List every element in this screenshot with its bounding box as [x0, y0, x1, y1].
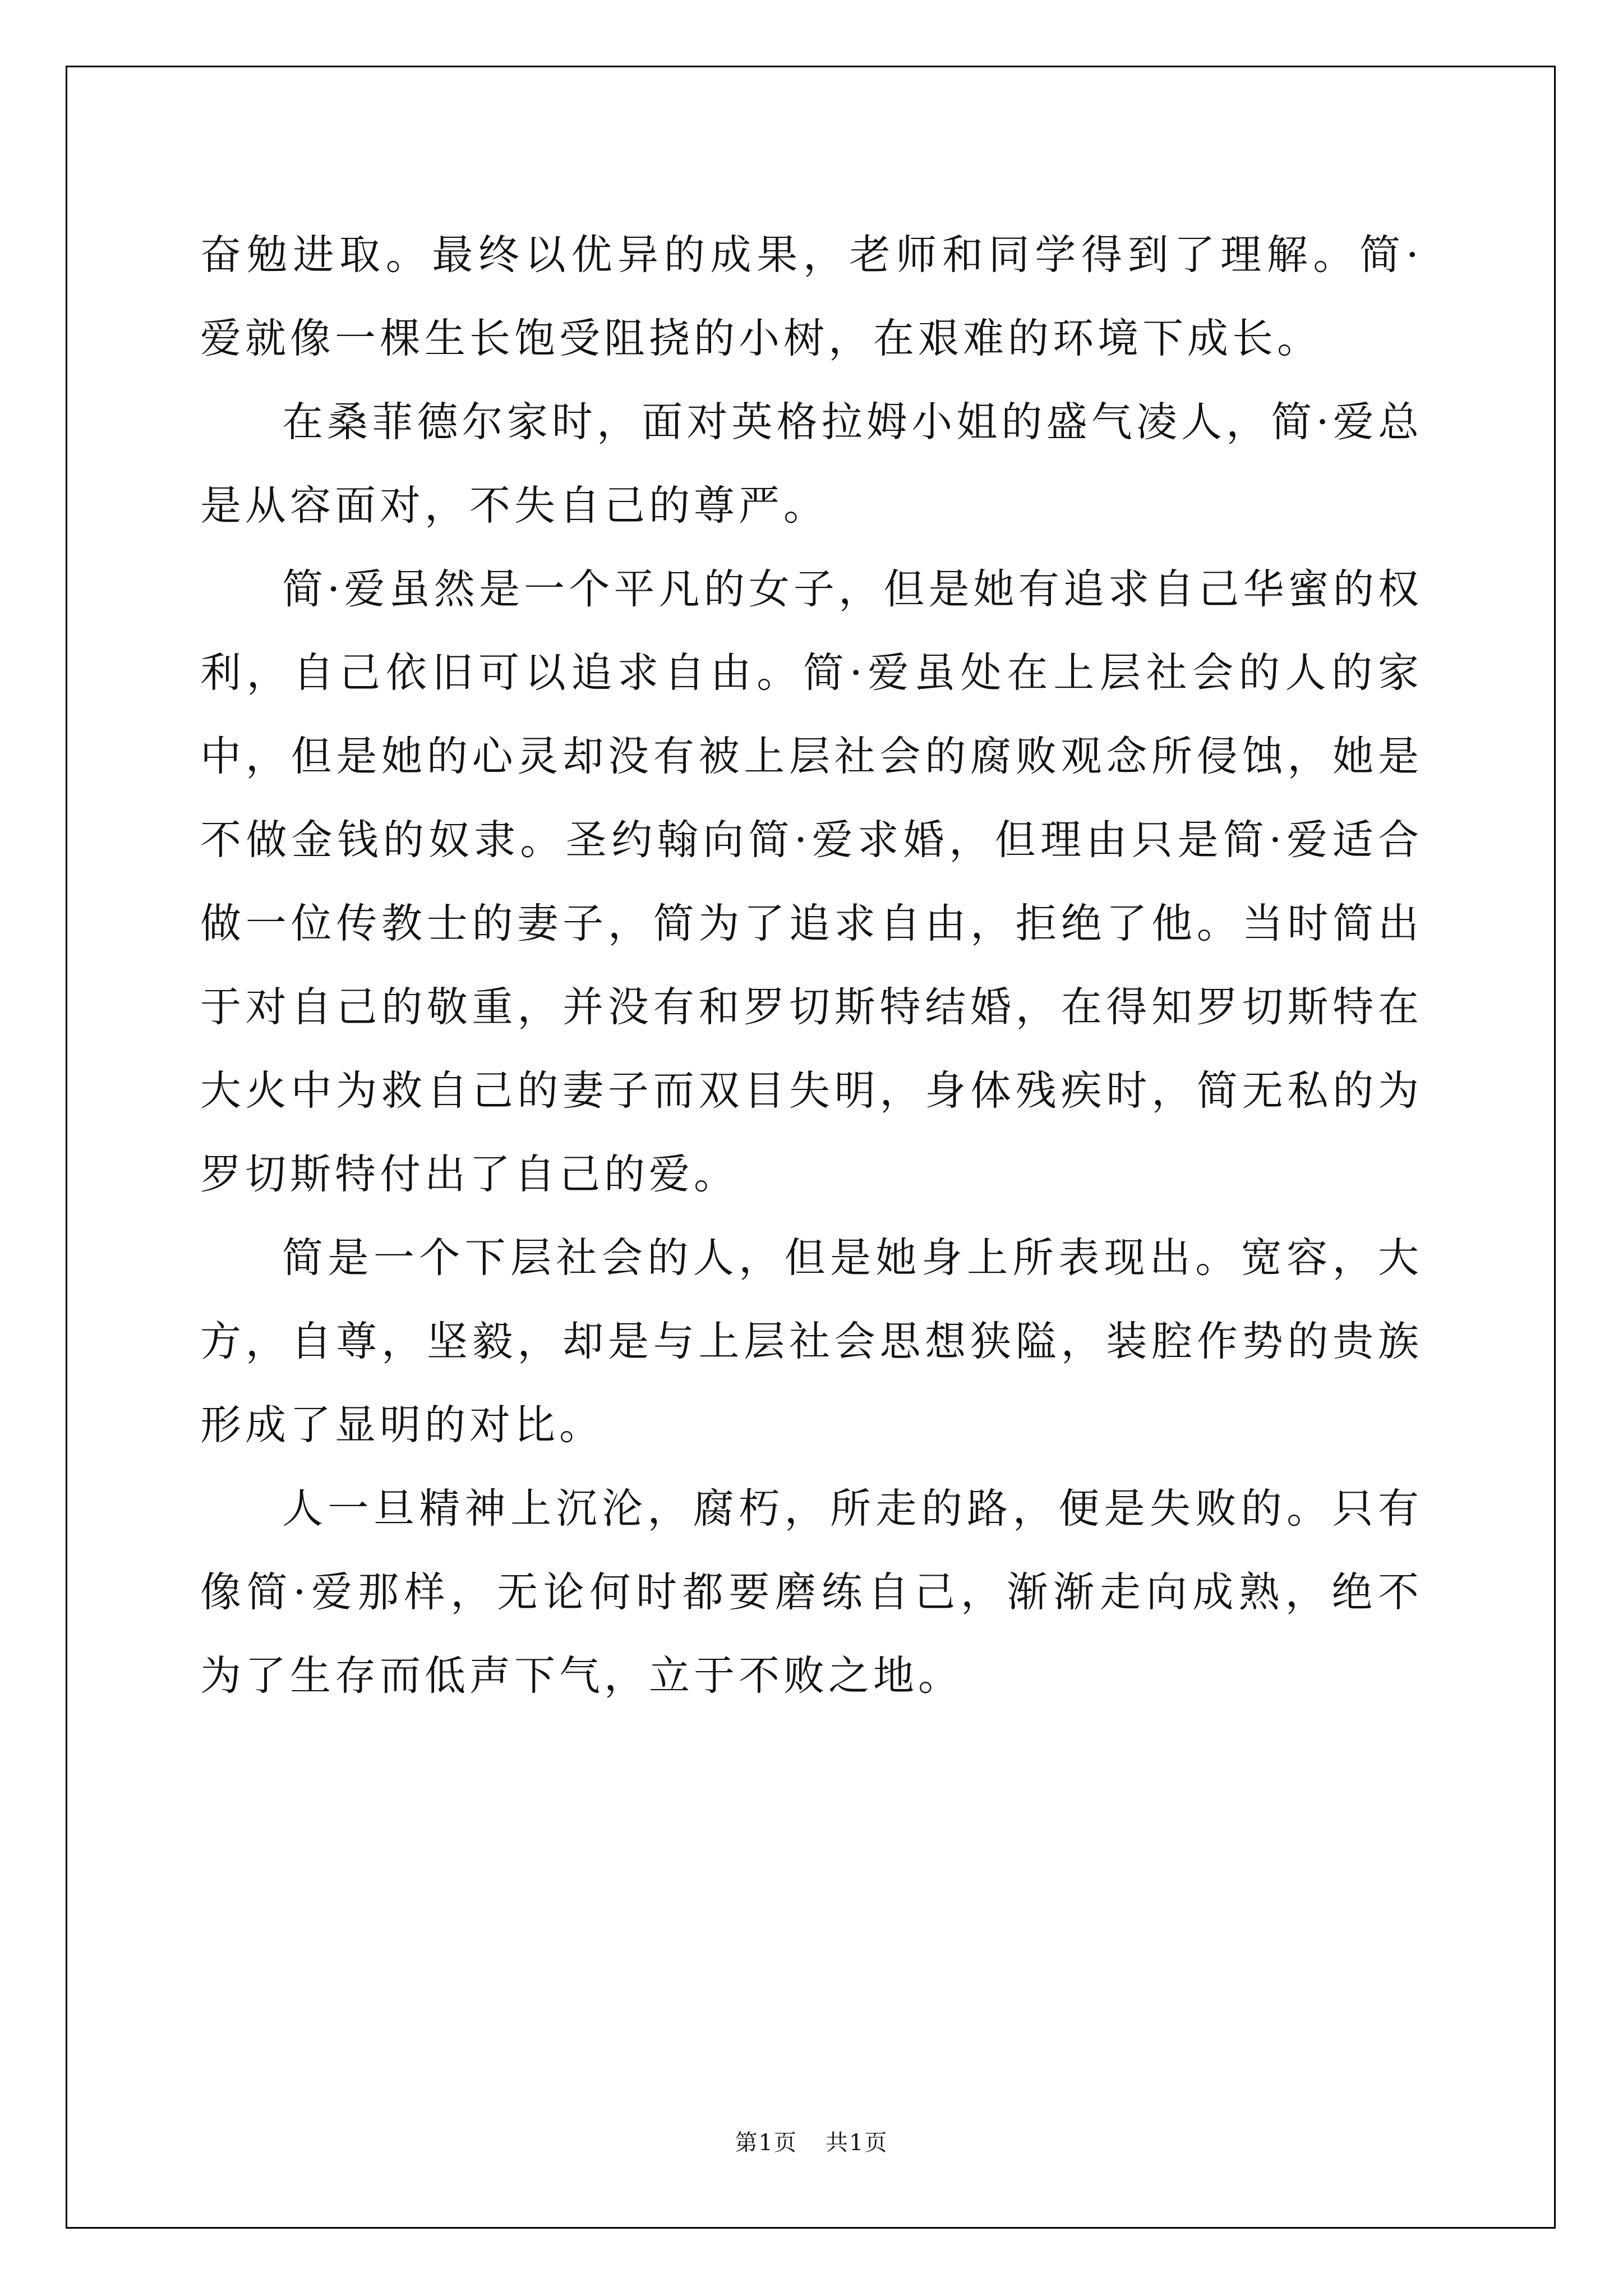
- paragraph-1: 奋勉进取。最终以优异的成果，老师和同学得到了理解。简·爱就像一棵生长饱受阻挠的小树，在艰难的环境下成长。: [200, 231, 1423, 362]
- page-number: 第1页: [735, 2130, 797, 2156]
- document-body: [200, 213, 1423, 1718]
- page-footer: [0, 2129, 1623, 2157]
- paragraph-3: 简·爱虽然是一个平凡的女子，但是她有追求自己华蜜的权利，自己依旧可以追求自由。简·爱虽处在上层社会的人的家中，但是她的心灵却没有被上层社会的腐败观念所侵蚀，她是不做金钱的奴隶。圣约翰向简·爱求婚，但理由只是简·爱适合做一位传教士的妻子，简为了追求自由，拒绝了他。当时简出于对自己的敬重，并没有和罗切斯特结婚，在得知罗切斯特在大火中为救自己的妻子而双目失明，身体残疾时，简无私的为罗切斯特付出了自己的爱。: [200, 565, 1423, 1198]
- paragraph-2: 在桑菲德尔家时，面对英格拉姆小姐的盛气凌人，简·爱总是从容面对，不失自己的尊严。: [200, 398, 1423, 530]
- paragraph-4: 简是一个下层社会的人，但是她身上所表现出。宽容，大方，自尊，坚毅，却是与上层社会思想狭隘，装腔作势的贵族形成了显明的对比。: [200, 1234, 1423, 1449]
- paragraph-5: 人一旦精神上沉沦，腐朽，所走的路，便是失败的。只有像简·爱那样，无论何时都要磨练自己，渐渐走向成熟，绝不为了生存而低声下气，立于不败之地。: [200, 1485, 1423, 1700]
- page-total: 共1页: [826, 2130, 888, 2156]
